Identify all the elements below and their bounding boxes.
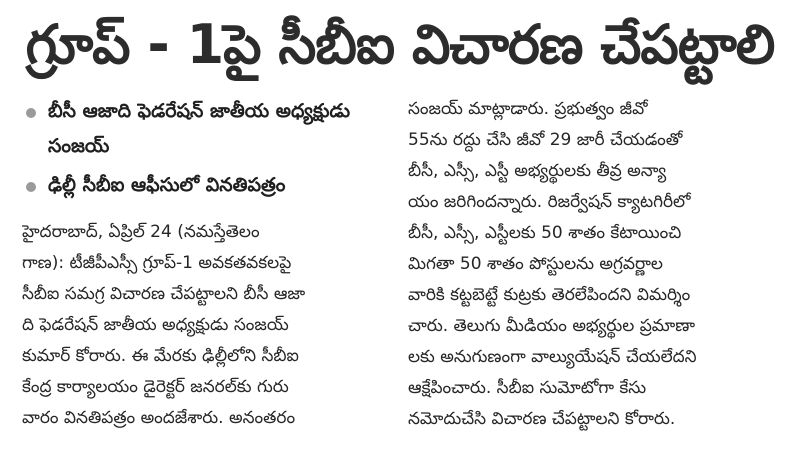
bullet-item-federation: బీసీ ఆజాది ఫెడరేషన్ జాతీయ అధ్యక్షుడు సంజయ్: [22, 94, 392, 164]
body-line: వారికి కట్టబెట్టే కుట్రకు తెరలేపిందని విమర్శిం: [408, 285, 691, 305]
body-line: కేంద్ర కార్యాలయం డైరెక్టర్ జనరల్‌కు గురు: [22, 377, 289, 397]
body-line: బీసీ, ఎస్సీ, ఎస్టీ అభ్యర్థులకు తీవ్ర అన్యా: [408, 161, 667, 181]
body-line: లకు అనుగుణంగా వాల్యుయేషన్ చేయలేదని: [408, 347, 697, 367]
body-line: నమోదుచేసి విచారణ చేపట్టాలని కోరారు.: [408, 409, 676, 429]
body-line: 55ను రద్దు చేసి జీవో 29 జారీ చేయడంతో: [408, 130, 683, 150]
body-line: వారం వినతిపత్రం అందజేశారు. అనంతరం: [22, 408, 296, 428]
body-line: యం జరిగిందన్నారు. రిజర్వేషన్ క్యాటగిరీలో: [408, 192, 691, 212]
bullet-item-delhi-petition: ఢిల్లీ సీబీఐ ఆఫీసులో వినతిపత్రం: [22, 168, 392, 203]
body-line: కుమార్ కోరారు. ఈ మేరకు ఢిల్లీలోని సీబీఐ: [22, 346, 299, 366]
body-line: హైదరాబాద్, ఏప్రిల్ 24 (నమస్తేతెలం: [22, 222, 260, 242]
body-line: చారు. తెలుగు మీడియం అభ్యర్థుల ప్రమాణా: [408, 316, 696, 336]
body-line: ది ఫెడరేషన్ జాతీయ అధ్యక్షుడు సంజయ్: [22, 315, 289, 335]
left-column: [22, 94, 392, 464]
headline: గ్రూప్ - 1పై సీబీఐ విచారణ చేపట్టాలి: [25, 13, 775, 76]
right-body-text: [408, 94, 784, 435]
body-line: గాణ): టీజీపీఎస్సీ గ్రూప్-1 అవకతవకలపై: [22, 253, 292, 273]
body-line: సీబీఐ సమగ్ర విచారణ చేపట్టాలని బీసీ ఆజా: [22, 284, 306, 304]
left-body-text: [22, 217, 392, 434]
right-column: [408, 94, 784, 464]
body-line: బీసీ, ఎస్సీ, ఎస్టీలకు 50 శాతం కేటాయించి: [408, 223, 682, 243]
body-line: సంజయ్ మాట్లాడారు. ప్రభుత్వం జీవో: [408, 99, 648, 119]
body-line: ఆక్షేపించారు. సీబీఐ సుమోటోగా కేసు: [408, 378, 647, 398]
body-line: మిగతా 50 శాతం పోస్టులను అగ్రవర్ణాల: [408, 254, 663, 274]
